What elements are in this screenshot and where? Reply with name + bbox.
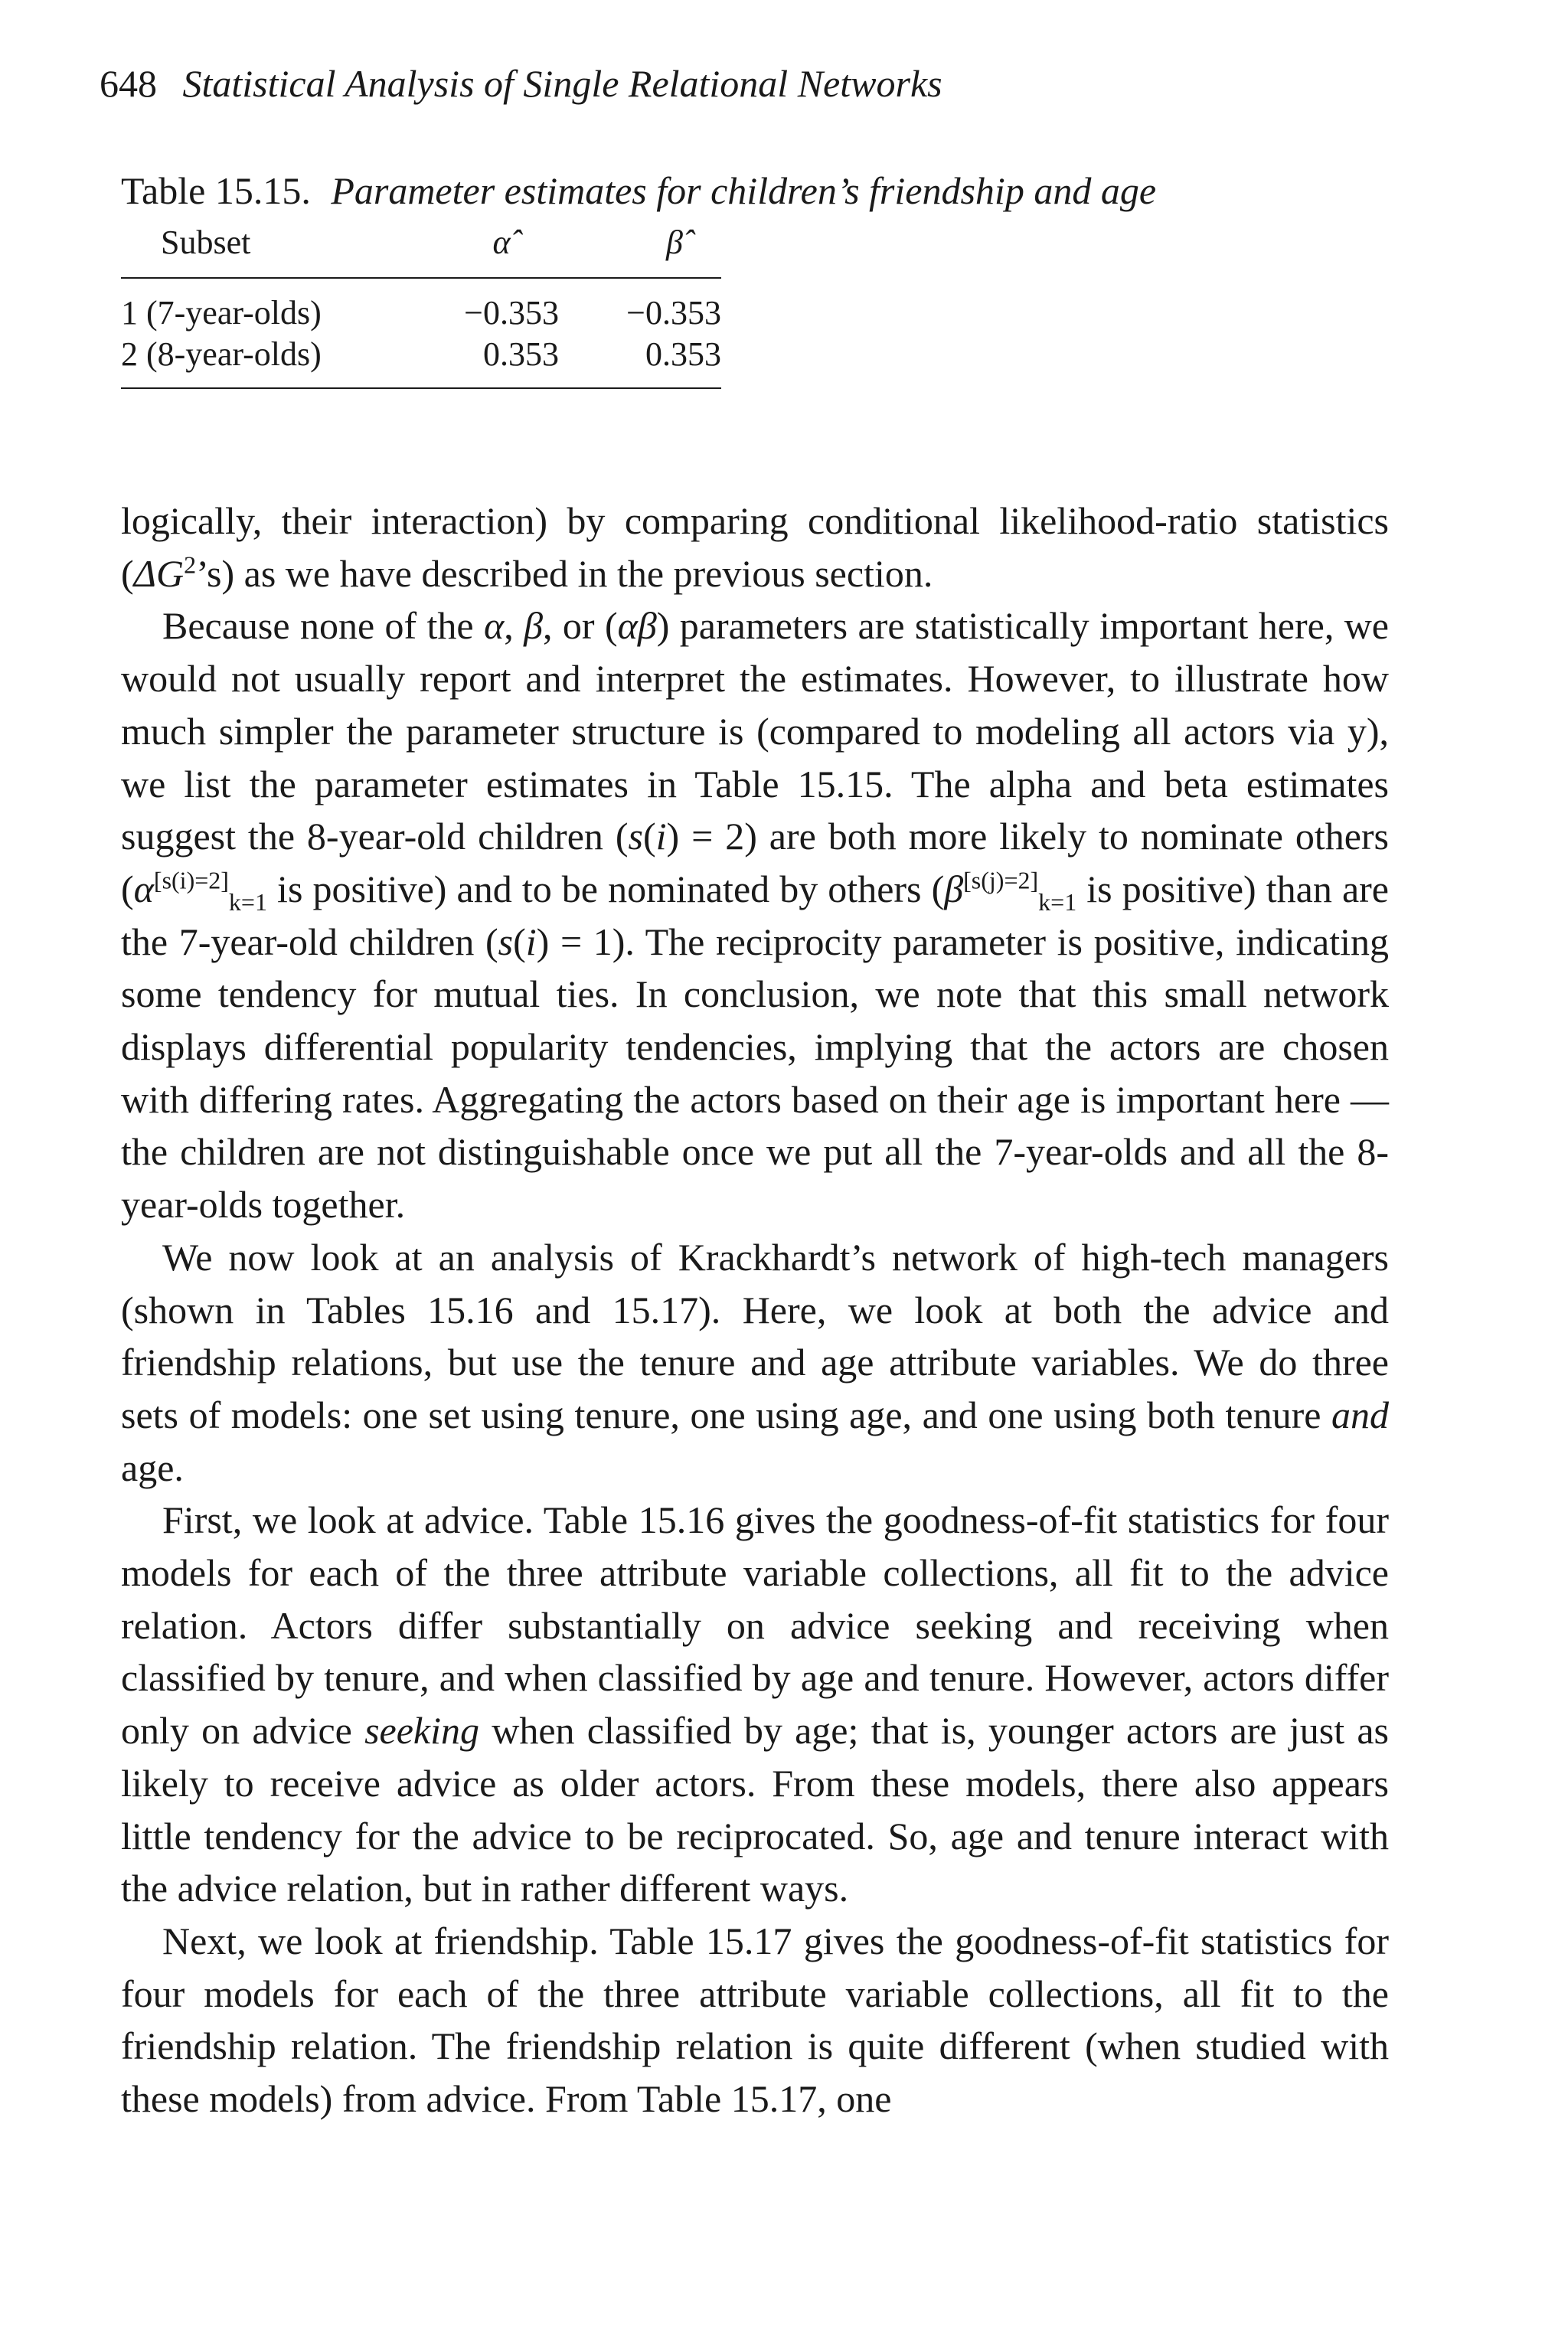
text-run: logically, their interaction) by comparing conditional likelihood-ratio statistics ( [121,499,1389,595]
table-caption-title: Parameter estimates for children’s friendship and age [331,169,1157,212]
text-run: ) = 2) are both more likely to nominate others ( [121,815,1390,910]
table-cell-alpha: 0.353 [483,335,559,373]
running-title: Statistical Analysis of Single Relational Networks [182,62,942,105]
text-run: ( [513,920,526,963]
table-row [121,334,721,375]
table-cell-alpha: −0.353 [464,294,559,332]
math-beta: β [944,867,964,910]
math-delta-g: ΔG [133,551,185,595]
emphasis: and [1331,1393,1389,1436]
math-superscript: 2 [184,551,197,579]
column-header-alpha-hat: α̂ [492,224,511,261]
text-run: ) = 1). The reciprocity parameter is positive, indicating some tendency for mutual ties. In conclusion, we note that this small network displays differential popularity tendencies, implying that the actors are chosen with differing rates. Aggregating the actors based on their age is important here — the children are not distinguishable once we put all the 7-year-olds and all the 8-year-olds together. [121,920,1389,1227]
paragraph [121,495,1389,600]
running-header [100,60,1187,107]
math-superscript: [s(i)=2] [153,866,229,894]
table-cell-subset: 2 (8-year-olds) [121,335,322,373]
math-superscript: [s(j)=2] [963,866,1039,894]
text-run: We now look at an analysis of Krackhardt’s network of high-tech managers (shown in Tables 15.16 and 15.17). Here, we look at both the advice and friendship relations, but use the tenure and age attribute variables. We do three sets of models: one set using tenure, one using age, and one using both tenure [121,1235,1389,1436]
text-run: age. [121,1446,184,1489]
table-body [121,279,721,375]
math-subscript: k=1 [1038,887,1077,916]
text-run: is positive) and to be nominated by others ( [266,867,945,910]
text-run: Because none of the [162,604,485,648]
paragraph [121,1494,1389,1915]
table-cell-beta: 0.353 [645,335,721,373]
math-i: i [655,815,667,858]
table-row [121,292,721,334]
text-run: , [504,604,524,648]
text-run: , or ( [543,604,618,648]
text-run: First, we look at advice. Table 15.16 gives the goodness-of-fit statistics for four models for each of the three attribute variable collections, all fit to the advice relation. Actors differ substantially on advice seeking and receiving when classified by tenure, and when classified by age and tenure. However, actors differ only on advice [121,1498,1389,1753]
text-run: Next, we look at friendship. Table 15.17 gives the goodness-of-fit statistics for four models for each of the three attribute variable collections, all fit to the friendship relation. The friendship relation is quite different (when studied with these models) from advice. From Table 15.17, one [121,1919,1389,2121]
column-header-beta-hat: β̂ [666,224,683,261]
text-run: when classified by age; that is, younger actors are just as likely to receive advice as older actors. From these models, there also appears little tendency for the advice to be reciprocated. So, age and tenure interact with the advice relation, but in rather different ways. [121,1709,1389,1910]
math-s: s [498,920,514,963]
math-s: s [628,815,643,858]
paragraph [121,1915,1389,2125]
column-header-subset: Subset [161,224,251,261]
table-header-row [121,222,721,277]
table-caption [121,167,1377,214]
emphasis: seeking [364,1709,480,1753]
table-cell-subset: 1 (7-year-olds) [121,294,322,332]
math-i: i [525,920,537,963]
text-run: is positive) than are the 7-year-old children ( [121,867,1389,963]
math-subscript: k=1 [228,887,267,916]
table-rule [121,387,721,389]
math-alpha: α [484,604,505,648]
text-run: ) parameters are statistically important here, we would not usually report and interpret the estimates. However, to illustrate how much simpler the parameter structure is (compared to modeling all actors via y), we list the parameter estimates in Table 15.15. The alpha and beta estimates suggest the 8-year-old children ( [121,604,1389,858]
parameter-estimates-table [121,222,721,389]
paragraph [121,1231,1389,1495]
text-run: ’s) as we have described in the previous section. [196,551,933,595]
text-run: ( [642,815,656,858]
page-number: 648 [100,62,157,105]
math-alpha: α [133,867,154,910]
table-cell-beta: −0.353 [626,294,721,332]
paragraph [121,600,1389,1230]
math-beta: β [524,604,544,648]
table-caption-label: Table 15.15. [121,169,311,212]
math-alpha-beta: αβ [617,604,657,648]
body-text [121,495,1389,2125]
